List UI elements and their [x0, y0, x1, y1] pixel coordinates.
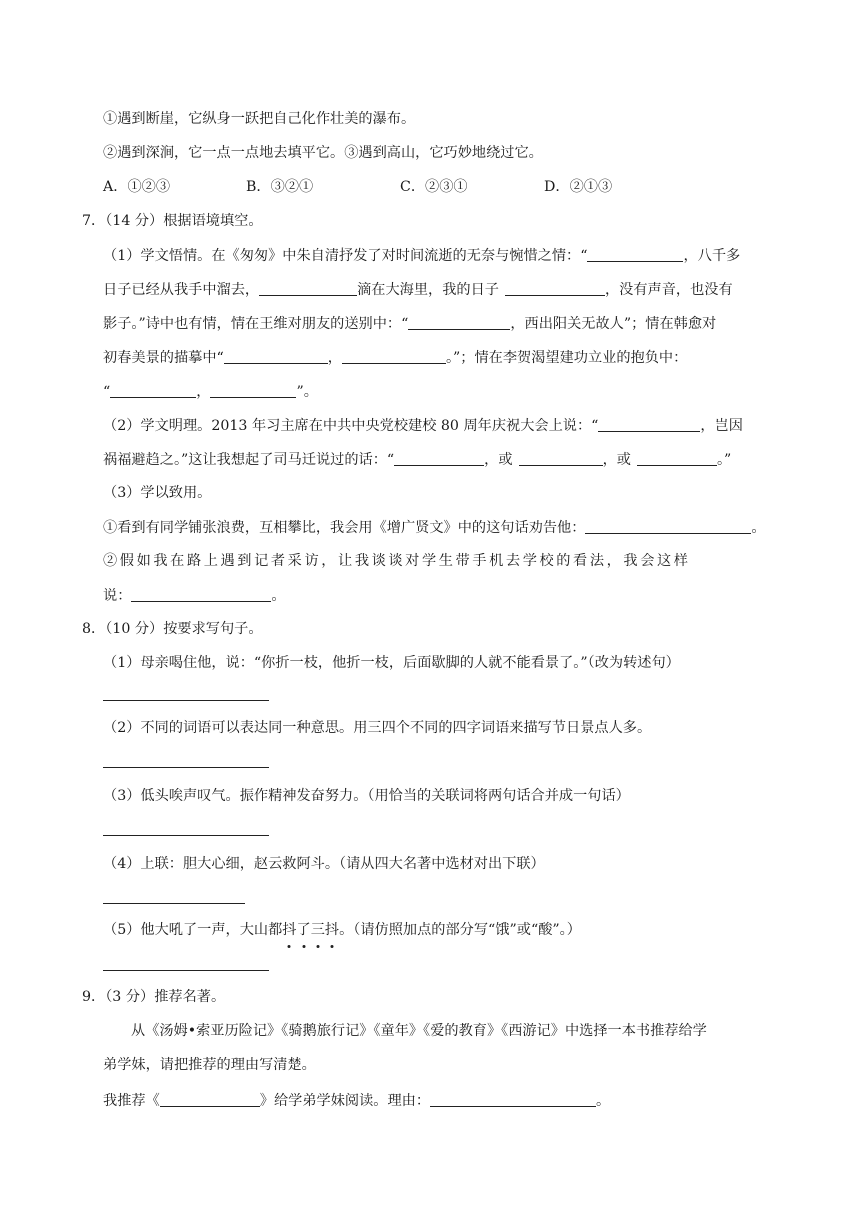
emphasis-dot-char: 抖: [282, 922, 297, 938]
q6-choice-c: C．②③①: [400, 179, 468, 195]
book-title-blank[interactable]: [160, 1090, 260, 1107]
answer-blank[interactable]: [259, 279, 357, 296]
answer-blank[interactable]: [598, 415, 700, 432]
q9-recommend-line: 我推荐《 》给学弟学妹阅读。理由： 。: [103, 1090, 610, 1111]
q8-s4: （4）上联：胆大心细，赵云救阿斗。（请从四大名著中选材对出下联）: [103, 856, 545, 872]
q7-p2-line1: （2）学文明理。2013 年习主席在中共中央党校建校 80 周年庆祝大会上说：“ ，岂因: [103, 415, 743, 436]
q9-paragraph-line1: 从《汤姆•索亚历险记》《骑鹅旅行记》《童年》《爱的教育》《西游记》中选择一本书推荐给学: [131, 1023, 707, 1039]
q8-header: 8．（10 分）按要求写句子。: [82, 621, 263, 637]
q6-choice-d: D．②①③: [544, 179, 613, 195]
emphasis-dot-char: 了: [296, 922, 311, 938]
q7-p2-line2: 祸福避趋之。”这让我想起了司马迁说过的话：“ ，或 ，或 。”: [103, 449, 731, 470]
q9-header: 9．（3 分）推荐名著。: [82, 989, 226, 1005]
q6-option-2-3: [103, 143, 543, 163]
q7-p3-line1: ①看到有同学铺张浪费，互相攀比，我会用《增广贤文》中的这句话劝告他： 。: [103, 517, 766, 538]
q7-p1-line1: （1）学文悟情。在《匆匆》中朱自清抒发了对时间流逝的无奈与惋惜之情：“ ，八千多: [103, 245, 740, 266]
answer-line[interactable]: [103, 903, 245, 904]
answer-line[interactable]: [103, 835, 269, 836]
q7-p3-line2: ②假如我在路上遇到记者采访，让我谈谈对学生带手机去学校的看法，我会这样: [103, 553, 691, 569]
answer-line[interactable]: [103, 970, 269, 971]
answer-blank[interactable]: [637, 449, 717, 466]
answer-blank[interactable]: [131, 585, 271, 602]
q7-header: 7．（14 分）根据语境填空。: [82, 213, 263, 229]
answer-blank[interactable]: [408, 313, 510, 330]
answer-blank[interactable]: [342, 347, 446, 364]
q7-p1-line4: 初春美景的描摹中“ ， 。”；情在李贺渴望建功立业的抱负中：: [103, 347, 687, 368]
q6-option-2: ②遇到深涧，它一点一点地去填平它。: [103, 145, 345, 161]
emphasis-dot-char: 三: [310, 922, 325, 938]
q7-p1-line3: 影子。”诗中也有情，情在王维对朋友的送别中：“ ，西出阳关无故人”；情在韩愈对: [103, 313, 716, 334]
q9-paragraph-line2: 弟学妹，请把推荐的理由写清楚。: [103, 1057, 316, 1073]
q7-p3-line3: 说： 。: [103, 585, 286, 606]
reason-blank[interactable]: [430, 1090, 596, 1107]
answer-blank[interactable]: [519, 449, 603, 466]
q6-option-1: ①遇到断崖，它纵身一跃把自己化作壮美的瀑布。: [103, 111, 416, 127]
q6-choice-b: B．③②①: [246, 179, 314, 195]
q6-option-3: ③遇到高山，它巧妙地绕过它。: [344, 145, 543, 161]
q7-p1-line2: 日子已经从我手中溜去， 滴在大海里，我的日子 ，没有声音，也没有: [103, 279, 733, 300]
answer-line[interactable]: [103, 767, 269, 768]
answer-blank[interactable]: [110, 381, 196, 398]
q8-s5: （5）他大吼了一声，大山都抖了三抖。（请仿照加点的部分写“饿”或“酸”。）: [103, 922, 581, 938]
q7-p3-header: （3）学以致用。: [103, 485, 212, 501]
q8-s1: （1）母亲喝住他，说：“你折一枝，他折一枝，后面歇脚的人就不能看景了。”（改为转述句）: [103, 655, 680, 671]
q7-p1-line5: “ ， ”。: [103, 381, 318, 402]
answer-line[interactable]: [103, 700, 269, 701]
q6-choices: [103, 177, 170, 197]
answer-blank[interactable]: [587, 245, 683, 262]
q8-s3: （3）低头唉声叹气。振作精神发奋努力。（用恰当的关联词将两句话合并成一句话）: [103, 788, 630, 804]
q6-choice-a: A．①②③: [103, 179, 171, 195]
q8-s2: （2）不同的词语可以表达同一种意思。用三四个不同的四字词语来描写节日景点人多。: [103, 720, 652, 736]
answer-blank[interactable]: [585, 517, 751, 534]
emphasis-dot-char: 抖: [324, 922, 340, 938]
answer-blank[interactable]: [505, 279, 605, 296]
answer-blank[interactable]: [210, 381, 296, 398]
answer-blank[interactable]: [224, 347, 328, 364]
answer-blank[interactable]: [394, 449, 484, 466]
